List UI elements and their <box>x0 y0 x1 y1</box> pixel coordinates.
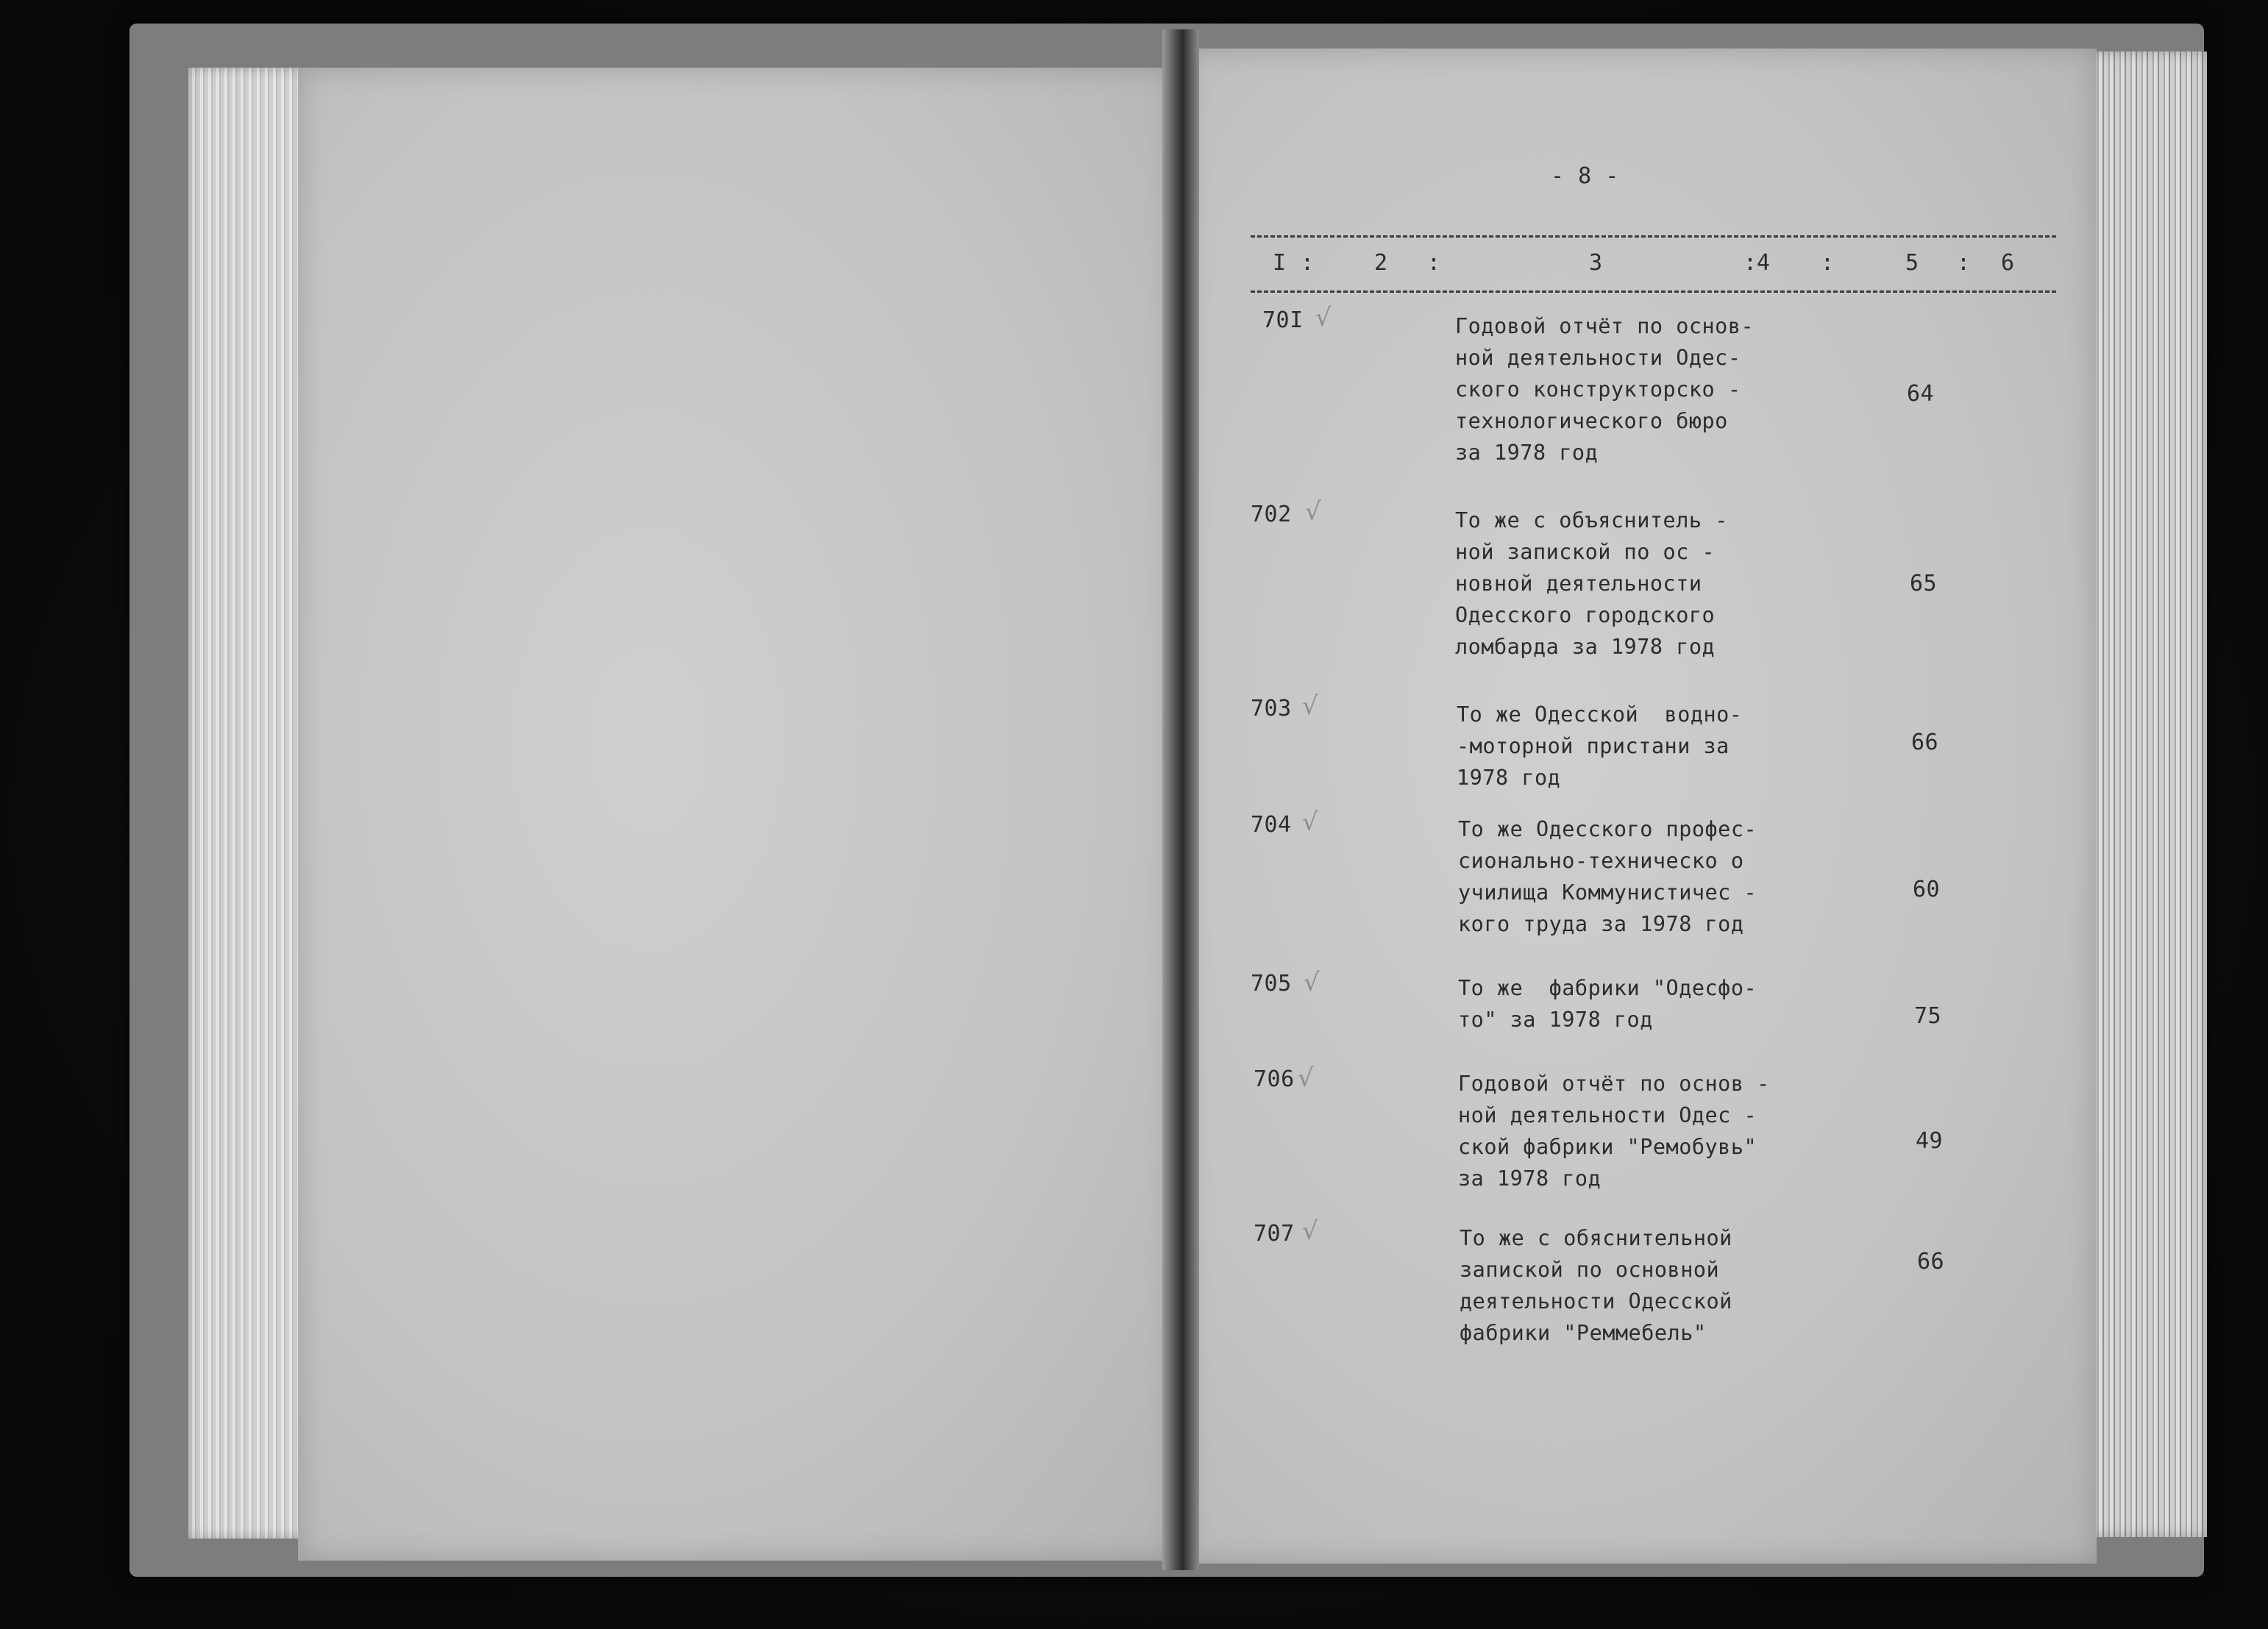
entry-description-line: за 1978 год <box>1455 441 1599 465</box>
entry-description-line: ломбарда за 1978 год <box>1455 635 1716 659</box>
header-rule-bottom <box>1251 290 2056 293</box>
entry-description-line: Одесского городского <box>1455 603 1716 627</box>
entry-description-line: фабрики "Реммебель" <box>1460 1321 1707 1345</box>
entry-description-line: ского конструкторско - <box>1455 377 1741 402</box>
column-separator: : <box>1821 250 1835 276</box>
entry-number: 706 <box>1254 1066 1295 1092</box>
column-separator: : <box>1427 250 1441 276</box>
entry-description-line: то" за 1978 год <box>1458 1008 1653 1032</box>
page-number: - 8 - <box>1551 163 1619 189</box>
entry-description-line: ной деятельности Одес- <box>1455 346 1741 370</box>
entry-description-line: ной запиской по ос - <box>1455 540 1716 564</box>
entry-description-line: деятельности Одесской <box>1460 1289 1732 1313</box>
column-header-6: 6 <box>2001 250 2015 276</box>
entry-number: 704 <box>1251 812 1292 838</box>
entry-description-line: То же Одесского профес- <box>1458 817 1757 841</box>
entry-page-count: 75 <box>1914 1003 1942 1029</box>
entry-description-line: ной деятельности Одес - <box>1458 1103 1757 1127</box>
book-gutter <box>1162 29 1199 1570</box>
entry-description-line: То же с объяснитель - <box>1455 508 1728 532</box>
entry-description-line: Годовой отчёт по основ - <box>1458 1072 1770 1096</box>
entry-description-line: за 1978 год <box>1458 1166 1602 1191</box>
column-header-1: I <box>1273 250 1287 276</box>
check-mark-icon: √ <box>1305 497 1321 527</box>
column-separator: : <box>1301 250 1315 276</box>
column-header-3: 3 <box>1589 250 1603 276</box>
entry-description-line: новной деятельности <box>1455 571 1702 596</box>
entry-description-line: кого труда за 1978 год <box>1458 912 1744 936</box>
left-page-blank <box>298 68 1173 1561</box>
entry-page-count: 66 <box>1917 1249 1945 1275</box>
entry-page-count: 60 <box>1913 877 1941 902</box>
entry-number: 705 <box>1251 971 1292 997</box>
check-mark-icon: √ <box>1298 1063 1314 1093</box>
column-header-5: 5 <box>1905 250 1919 276</box>
entry-description-line: Годовой отчёт по основ- <box>1455 314 1755 338</box>
entry-description-line: училища Коммунистичес - <box>1458 880 1757 905</box>
entry-description-line: То же с обяснительной <box>1460 1226 1732 1250</box>
entry-page-count: 65 <box>1910 571 1938 596</box>
entry-number: 70I <box>1262 307 1304 333</box>
entry-description-line: -моторной пристани за <box>1457 734 1730 758</box>
check-mark-icon: √ <box>1315 303 1332 332</box>
entry-page-count: 49 <box>1916 1128 1944 1154</box>
entry-description-line: То же фабрики "Одесфо- <box>1458 976 1757 1000</box>
check-mark-icon: √ <box>1302 808 1318 837</box>
column-header-4: 4 <box>1757 250 1771 276</box>
entry-page-count: 64 <box>1907 381 1935 407</box>
entry-description-line: ской фабрики "Ремобувь" <box>1458 1135 1757 1159</box>
entry-number: 702 <box>1251 502 1292 527</box>
entry-description-line: 1978 год <box>1457 766 1561 790</box>
check-mark-icon: √ <box>1304 968 1320 997</box>
right-page-edges <box>2082 51 2207 1537</box>
header-rule-top <box>1251 235 2056 238</box>
left-page-edges <box>188 68 306 1539</box>
entry-page-count: 66 <box>1911 730 1939 755</box>
column-separator: : <box>1957 250 1971 276</box>
check-mark-icon: √ <box>1302 691 1318 721</box>
entry-description-line: технологического бюро <box>1455 409 1728 433</box>
entry-description-line: То же Одесской водно- <box>1457 702 1743 727</box>
entry-description-line: запиской по основной <box>1460 1258 1720 1282</box>
column-separator: : <box>1743 250 1757 276</box>
check-mark-icon: √ <box>1302 1216 1318 1246</box>
entry-description-line: сионально-техническо о <box>1458 849 1744 873</box>
entry-number: 703 <box>1251 696 1292 721</box>
entry-number: 707 <box>1254 1221 1295 1247</box>
column-header-2: 2 <box>1374 250 1388 276</box>
